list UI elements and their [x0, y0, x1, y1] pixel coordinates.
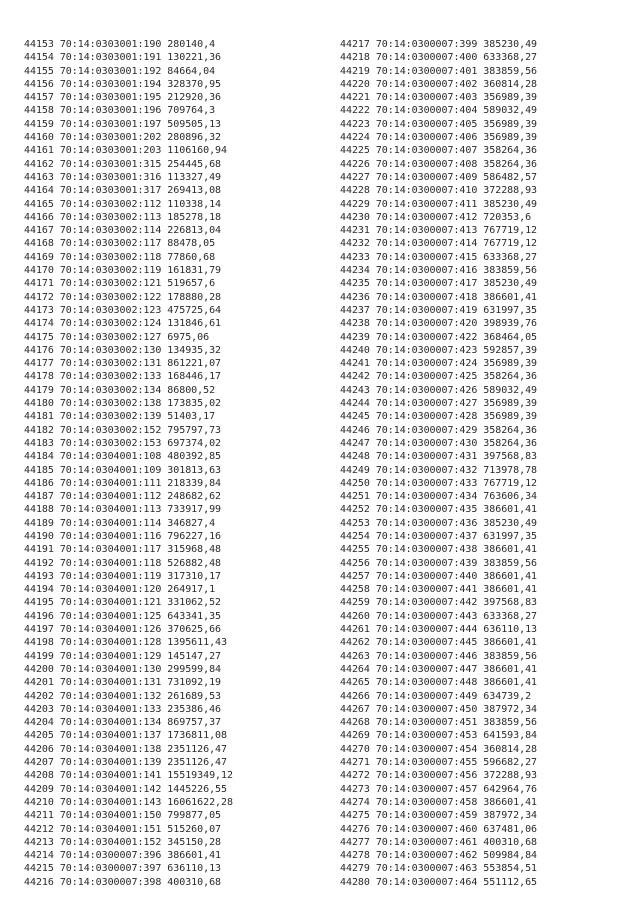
table-row: 44244 70:14:0300007:427 356989,39	[340, 398, 538, 410]
table-row: 44259 70:14:0300007:442 397568,83	[340, 597, 538, 609]
table-row: 44171 70:14:0303002:121 519657,6	[24, 278, 216, 290]
table-row: 44251 70:14:0300007:434 763606,34	[340, 491, 538, 503]
table-row: 44179 70:14:0303002:134 86800,52	[24, 384, 216, 396]
table-row: 44191 70:14:0304001:117 315968,48	[24, 544, 222, 556]
table-row: 44280 70:14:0300007:464 551112,65	[340, 876, 538, 888]
table-row: 44232 70:14:0300007:414 767719,12	[340, 238, 538, 250]
table-row: 44203 70:14:0304001:133 235386,46	[24, 703, 222, 715]
table-row: 44238 70:14:0300007:420 398939,76	[340, 318, 538, 330]
table-row: 44199 70:14:0304001:129 145147,27	[24, 650, 222, 662]
table-row: 44154 70:14:0303001:191 130221,36	[24, 52, 222, 64]
table-row: 44261 70:14:0300007:444 636110,13	[340, 624, 538, 636]
table-row: 44252 70:14:0300007:435 386601,41	[340, 504, 538, 516]
table-row: 44164 70:14:0303001:317 269413,08	[24, 185, 222, 197]
table-row: 44167 70:14:0303002:114 226813,04	[24, 225, 222, 237]
table-row: 44160 70:14:0303001:202 280896,32	[24, 132, 222, 144]
table-row: 44268 70:14:0300007:451 383859,56	[340, 717, 538, 729]
table-row: 44169 70:14:0303002:118 77860,68	[24, 251, 216, 263]
table-row: 44275 70:14:0300007:459 387972,34	[340, 810, 538, 822]
table-row: 44260 70:14:0300007:443 633368,27	[340, 610, 538, 622]
table-row: 44230 70:14:0300007:412 720353,6	[340, 211, 532, 223]
table-row: 44253 70:14:0300007:436 385230,49	[340, 517, 538, 529]
table-row: 44235 70:14:0300007:417 385230,49	[340, 278, 538, 290]
table-row: 44279 70:14:0300007:463 553854,51	[340, 863, 538, 875]
table-row: 44218 70:14:0300007:400 633368,27	[340, 52, 538, 64]
table-row: 44221 70:14:0300007:403 356989,39	[340, 92, 538, 104]
table-row: 44196 70:14:0304001:125 643341,35	[24, 610, 222, 622]
table-row: 44220 70:14:0300007:402 360814,28	[340, 78, 538, 90]
table-row: 44212 70:14:0304001:151 515260,07	[24, 823, 222, 835]
table-row: 44159 70:14:0303001:197 509505,13	[24, 118, 222, 130]
table-row: 44233 70:14:0300007:415 633368,27	[340, 251, 538, 263]
table-row: 44271 70:14:0300007:455 596682,27	[340, 757, 538, 769]
table-row: 44226 70:14:0300007:408 358264,36	[340, 158, 538, 170]
table-row: 44207 70:14:0304001:139 2351126,47	[24, 757, 227, 769]
table-row: 44198 70:14:0304001:128 1395611,43	[24, 637, 227, 649]
table-row: 44172 70:14:0303002:122 178880,28	[24, 291, 222, 303]
table-row: 44266 70:14:0300007:449 634739,2	[340, 690, 532, 702]
table-row: 44200 70:14:0304001:130 299599,84	[24, 663, 222, 675]
table-row: 44180 70:14:0303002:138 173835,02	[24, 398, 222, 410]
table-row: 44170 70:14:0303002:119 161831,79	[24, 265, 222, 277]
table-row: 44176 70:14:0303002:130 134935,32	[24, 344, 222, 356]
table-row: 44225 70:14:0300007:407 358264,36	[340, 145, 538, 157]
table-row: 44216 70:14:0300007:398 400310,68	[24, 876, 222, 888]
table-row: 44182 70:14:0303002:152 795797,73	[24, 424, 222, 436]
table-row: 44173 70:14:0303002:123 475725,64	[24, 304, 222, 316]
table-row: 44243 70:14:0300007:426 589032,49	[340, 384, 538, 396]
table-row: 44213 70:14:0304001:152 345150,28	[24, 836, 222, 848]
table-row: 44267 70:14:0300007:450 387972,34	[340, 703, 538, 715]
table-row: 44273 70:14:0300007:457 642964,76	[340, 783, 538, 795]
table-row: 44202 70:14:0304001:132 261689,53	[24, 690, 222, 702]
table-row: 44183 70:14:0303002:153 697374,02	[24, 437, 222, 449]
table-row: 44168 70:14:0303002:117 88478,05	[24, 238, 216, 250]
table-row: 44263 70:14:0300007:446 383859,56	[340, 650, 538, 662]
table-row: 44187 70:14:0304001:112 248682,62	[24, 491, 222, 503]
table-row: 44223 70:14:0300007:405 356989,39	[340, 118, 538, 130]
table-row: 44177 70:14:0303002:131 861221,07	[24, 358, 222, 370]
table-row: 44227 70:14:0300007:409 586482,57	[340, 171, 538, 183]
table-row: 44239 70:14:0300007:422 368464,05	[340, 331, 538, 343]
table-row: 44178 70:14:0303002:133 168446,17	[24, 371, 222, 383]
table-row: 44269 70:14:0300007:453 641593,84	[340, 730, 538, 742]
table-row: 44255 70:14:0300007:438 386601,41	[340, 544, 538, 556]
table-row: 44254 70:14:0300007:437 631997,35	[340, 530, 538, 542]
table-row: 44278 70:14:0300007:462 509984,84	[340, 850, 538, 862]
table-row: 44188 70:14:0304001:113 733917,99	[24, 504, 222, 516]
table-row: 44265 70:14:0300007:448 386601,41	[340, 677, 538, 689]
table-row: 44250 70:14:0300007:433 767719,12	[340, 477, 538, 489]
left-column	[24, 38, 324, 889]
table-row: 44163 70:14:0303001:316 113327,49	[24, 171, 222, 183]
table-row: 44258 70:14:0300007:441 386601,41	[340, 584, 538, 596]
table-row: 44195 70:14:0304001:121 331062,52	[24, 597, 222, 609]
table-row: 44192 70:14:0304001:118 526882,48	[24, 557, 222, 569]
table-row: 44240 70:14:0300007:423 592857,39	[340, 344, 538, 356]
table-row: 44189 70:14:0304001:114 346827,4	[24, 517, 216, 529]
table-row: 44205 70:14:0304001:137 1736811,08	[24, 730, 227, 742]
table-row: 44249 70:14:0300007:432 713978,78	[340, 464, 538, 476]
table-row: 44184 70:14:0304001:108 480392,85	[24, 451, 222, 463]
table-row: 44194 70:14:0304001:120 264917,1	[24, 584, 216, 596]
table-row: 44256 70:14:0300007:439 383859,56	[340, 557, 538, 569]
table-row: 44155 70:14:0303001:192 84664,04	[24, 65, 216, 77]
table-row: 44193 70:14:0304001:119 317310,17	[24, 570, 222, 582]
table-row: 44224 70:14:0300007:406 356989,39	[340, 132, 538, 144]
table-row: 44161 70:14:0303001:203 1106160,94	[24, 145, 227, 157]
table-row: 44248 70:14:0300007:431 397568,83	[340, 451, 538, 463]
table-row: 44165 70:14:0303002:112 110338,14	[24, 198, 222, 210]
table-row: 44208 70:14:0304001:141 15519349,12	[24, 770, 233, 782]
table-row: 44237 70:14:0300007:419 631997,35	[340, 304, 538, 316]
table-row: 44264 70:14:0300007:447 386601,41	[340, 663, 538, 675]
right-column	[340, 38, 640, 889]
table-row: 44156 70:14:0303001:194 328370,95	[24, 78, 222, 90]
table-row: 44272 70:14:0300007:456 372288,93	[340, 770, 538, 782]
table-row: 44247 70:14:0300007:430 358264,36	[340, 437, 538, 449]
table-row: 44215 70:14:0300007:397 636110,13	[24, 863, 222, 875]
table-row: 44185 70:14:0304001:109 301813,63	[24, 464, 222, 476]
table-row: 44157 70:14:0303001:195 212920,36	[24, 92, 222, 104]
table-row: 44277 70:14:0300007:461 400310,68	[340, 836, 538, 848]
table-row: 44276 70:14:0300007:460 637481,06	[340, 823, 538, 835]
table-row: 44197 70:14:0304001:126 370625,66	[24, 624, 222, 636]
table-row: 44228 70:14:0300007:410 372288,93	[340, 185, 538, 197]
table-row: 44270 70:14:0300007:454 360814,28	[340, 743, 538, 755]
table-row: 44219 70:14:0300007:401 383859,56	[340, 65, 538, 77]
table-row: 44206 70:14:0304001:138 2351126,47	[24, 743, 227, 755]
table-row: 44231 70:14:0300007:413 767719,12	[340, 225, 538, 237]
table-row: 44246 70:14:0300007:429 358264,36	[340, 424, 538, 436]
table-row: 44210 70:14:0304001:143 16061622,28	[24, 796, 233, 808]
table-row: 44274 70:14:0300007:458 386601,41	[340, 796, 538, 808]
table-row: 44153 70:14:0303001:190 280140,4	[24, 39, 216, 50]
table-row: 44158 70:14:0303001:196 709764,3	[24, 105, 216, 117]
table-row: 44166 70:14:0303002:113 185278,18	[24, 211, 222, 223]
table-row: 44162 70:14:0303001:315 254445,68	[24, 158, 222, 170]
table-row: 44242 70:14:0300007:425 358264,36	[340, 371, 538, 383]
table-row: 44175 70:14:0303002:127 6975,06	[24, 331, 210, 343]
table-row: 44214 70:14:0300007:396 386601,41	[24, 850, 222, 862]
table-row: 44257 70:14:0300007:440 386601,41	[340, 570, 538, 582]
table-row: 44217 70:14:0300007:399 385230,49	[340, 39, 538, 50]
table-row: 44201 70:14:0304001:131 731092,19	[24, 677, 222, 689]
table-row: 44241 70:14:0300007:424 356989,39	[340, 358, 538, 370]
table-row: 44181 70:14:0303002:139 51403,17	[24, 411, 216, 423]
table-row: 44262 70:14:0300007:445 386601,41	[340, 637, 538, 649]
table-row: 44174 70:14:0303002:124 131846,61	[24, 318, 222, 330]
table-row: 44209 70:14:0304001:142 1445226,55	[24, 783, 227, 795]
table-row: 44211 70:14:0304001:150 799877,05	[24, 810, 222, 822]
table-row: 44204 70:14:0304001:134 869757,37	[24, 717, 222, 729]
table-row: 44186 70:14:0304001:111 218339,84	[24, 477, 222, 489]
table-row: 44245 70:14:0300007:428 356989,39	[340, 411, 538, 423]
table-row: 44236 70:14:0300007:418 386601,41	[340, 291, 538, 303]
table-row: 44234 70:14:0300007:416 383859,56	[340, 265, 538, 277]
table-row: 44190 70:14:0304001:116 796227,16	[24, 530, 222, 542]
table-row: 44229 70:14:0300007:411 385230,49	[340, 198, 538, 210]
table-row: 44222 70:14:0300007:404 589032,49	[340, 105, 538, 117]
